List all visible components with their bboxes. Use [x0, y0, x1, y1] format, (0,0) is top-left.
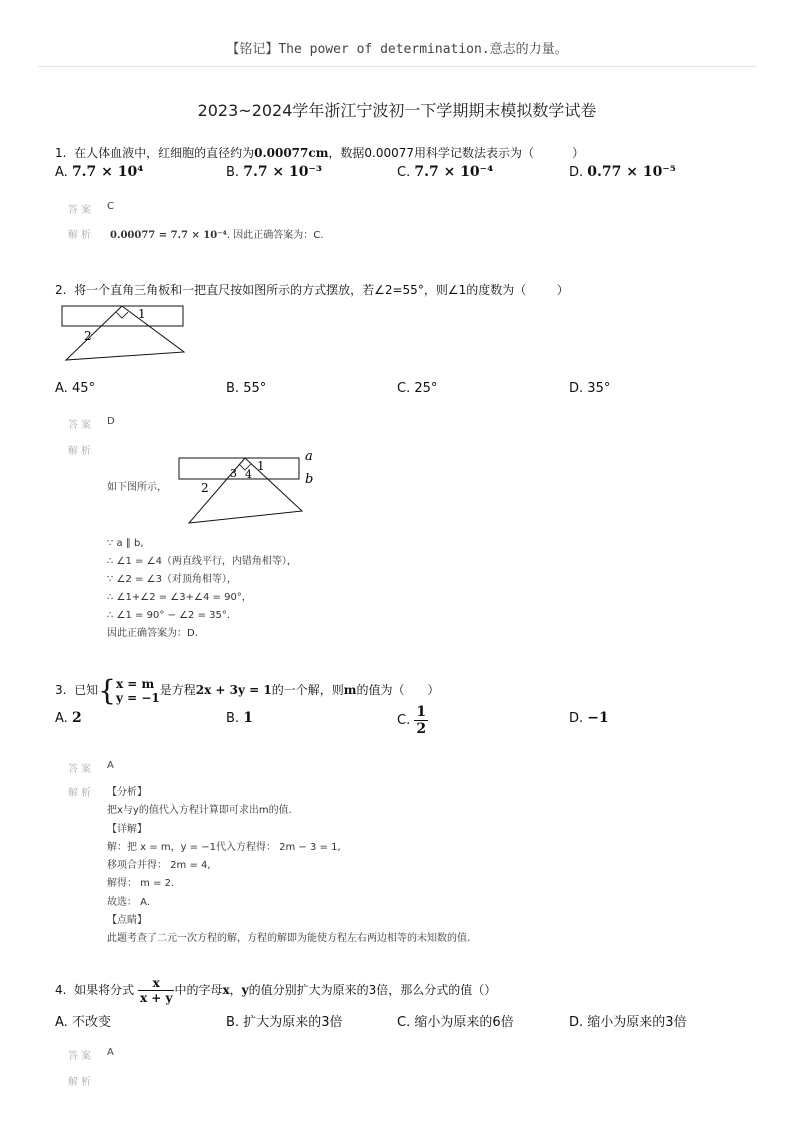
q3-option-b[interactable]: B. 1 — [226, 710, 253, 726]
header-divider — [38, 66, 756, 67]
q1-option-b[interactable]: B. 7.7 × 10⁻³ — [226, 164, 323, 180]
q1-answer: C — [107, 201, 114, 212]
q2-option-b[interactable]: B. 55° — [226, 381, 267, 396]
question-4: 4. 如果将分式 $\frac{x}{x + y}$ 中的字母x，y的值分别扩大为原来的3倍，那么分式的值（） — [55, 976, 497, 1005]
q2-figure — [58, 300, 193, 362]
figure-label-2: 2 — [84, 329, 92, 343]
question-2: 2. 将一个直角三角板和一把直尺按如图所示的方式摆放，若∠2=55°，则∠1的度数为（ ） — [55, 283, 569, 297]
figure-label-b: b — [305, 472, 314, 487]
figure-label-1: 1 — [138, 307, 146, 321]
answer-label: 答案 — [68, 1051, 94, 1062]
figure-label-a: a — [305, 449, 313, 464]
equation-system: { x = m y = −1 — [98, 674, 160, 707]
q4-option-c[interactable]: C. 缩小为原来的6倍 — [397, 1015, 514, 1030]
figure-label-1: 1 — [257, 459, 265, 473]
q3-analysis-steps: 【分析】 把x与y的值代入方程计算即可求出m的值. 【详解】 解：把 x = m，y = −1代入方程得： 2m − 3 = 1, 移项合并得： 2m = 4, 解得： m = 2. 故选： A. 【点睛】 此题考查了二元一次方程的解，方程的解即为能使方程左右两边相等的未知数的值. — [107, 787, 471, 945]
q3-option-a[interactable]: A. 2 — [55, 710, 82, 726]
q2-answer: D — [107, 416, 115, 427]
q4-option-b[interactable]: B. 扩大为原来的3倍 — [226, 1015, 343, 1030]
q3-option-d[interactable]: D. −1 — [569, 710, 609, 726]
figure-label-3: 3 — [230, 467, 237, 480]
page-title: 2023~2024学年浙江宁波初一下学期期末模拟数学试卷 — [197, 101, 597, 120]
analysis-label: 解析 — [68, 446, 94, 457]
question-number: 1. — [55, 146, 67, 160]
answer-label: 答案 — [68, 764, 94, 775]
q2-analysis-intro: 如下图所示， — [107, 482, 167, 493]
question-1: 1. 在人体血液中，红细胞的直径约为0.00077cm，数据0.00077用科学记数法表示为（ ） — [55, 146, 585, 160]
figure-label-4: 4 — [245, 468, 252, 481]
question-number: 4. — [55, 983, 67, 997]
analysis-label: 解析 — [68, 230, 94, 241]
q3-option-c[interactable]: C. $\frac{1}{2}$ — [397, 704, 427, 737]
figure-label-2: 2 — [201, 481, 209, 495]
answer-label: 答案 — [68, 420, 94, 431]
question-number: 3. — [55, 683, 67, 697]
analysis-label: 解析 — [68, 788, 94, 799]
q4-answer: A — [107, 1047, 114, 1058]
q2-option-c[interactable]: C. 25° — [397, 381, 438, 396]
q2-analysis-steps: ∵ a ∥ b, ∴ ∠1 = ∠4（两直线平行，内错角相等）， ∵ ∠2 = ∠3（对顶角相等）， ∴ ∠1+∠2 = ∠3+∠4 = 90°， ∴ ∠1 = 90° − ∠2 = 35°． 因此正确答案为：D. — [107, 538, 297, 639]
fraction: $\frac{x}{x + y}$ — [139, 976, 173, 1005]
q1-option-c[interactable]: C. 7.7 × 10⁻⁴ — [397, 164, 494, 180]
q4-option-a[interactable]: A. 不改变 — [55, 1015, 111, 1030]
q3-answer: A — [107, 760, 114, 771]
question-3: 3. 已知{ x = m y = −1 是方程2x + 3y = 1的一个解，则m的值为（ ） — [55, 674, 440, 707]
q2-option-d[interactable]: D. 35° — [569, 381, 611, 396]
q4-option-d[interactable]: D. 缩小为原来的3倍 — [569, 1015, 687, 1030]
q2-option-a[interactable]: A. 45° — [55, 381, 95, 396]
q1-analysis: 0.00077 = 7.7 × 10⁻⁴. 因此正确答案为：C. — [110, 230, 324, 241]
analysis-label: 解析 — [68, 1077, 94, 1088]
answer-label: 答案 — [68, 205, 94, 216]
q1-option-a[interactable]: A. 7.7 × 10⁴ — [55, 164, 144, 180]
question-number: 2. — [55, 283, 67, 297]
q2-analysis-figure — [175, 447, 325, 527]
q1-option-d[interactable]: D. 0.77 × 10⁻⁵ — [569, 164, 676, 180]
header-motto: 【铭记】The power of determination.意志的力量。 — [226, 42, 568, 57]
